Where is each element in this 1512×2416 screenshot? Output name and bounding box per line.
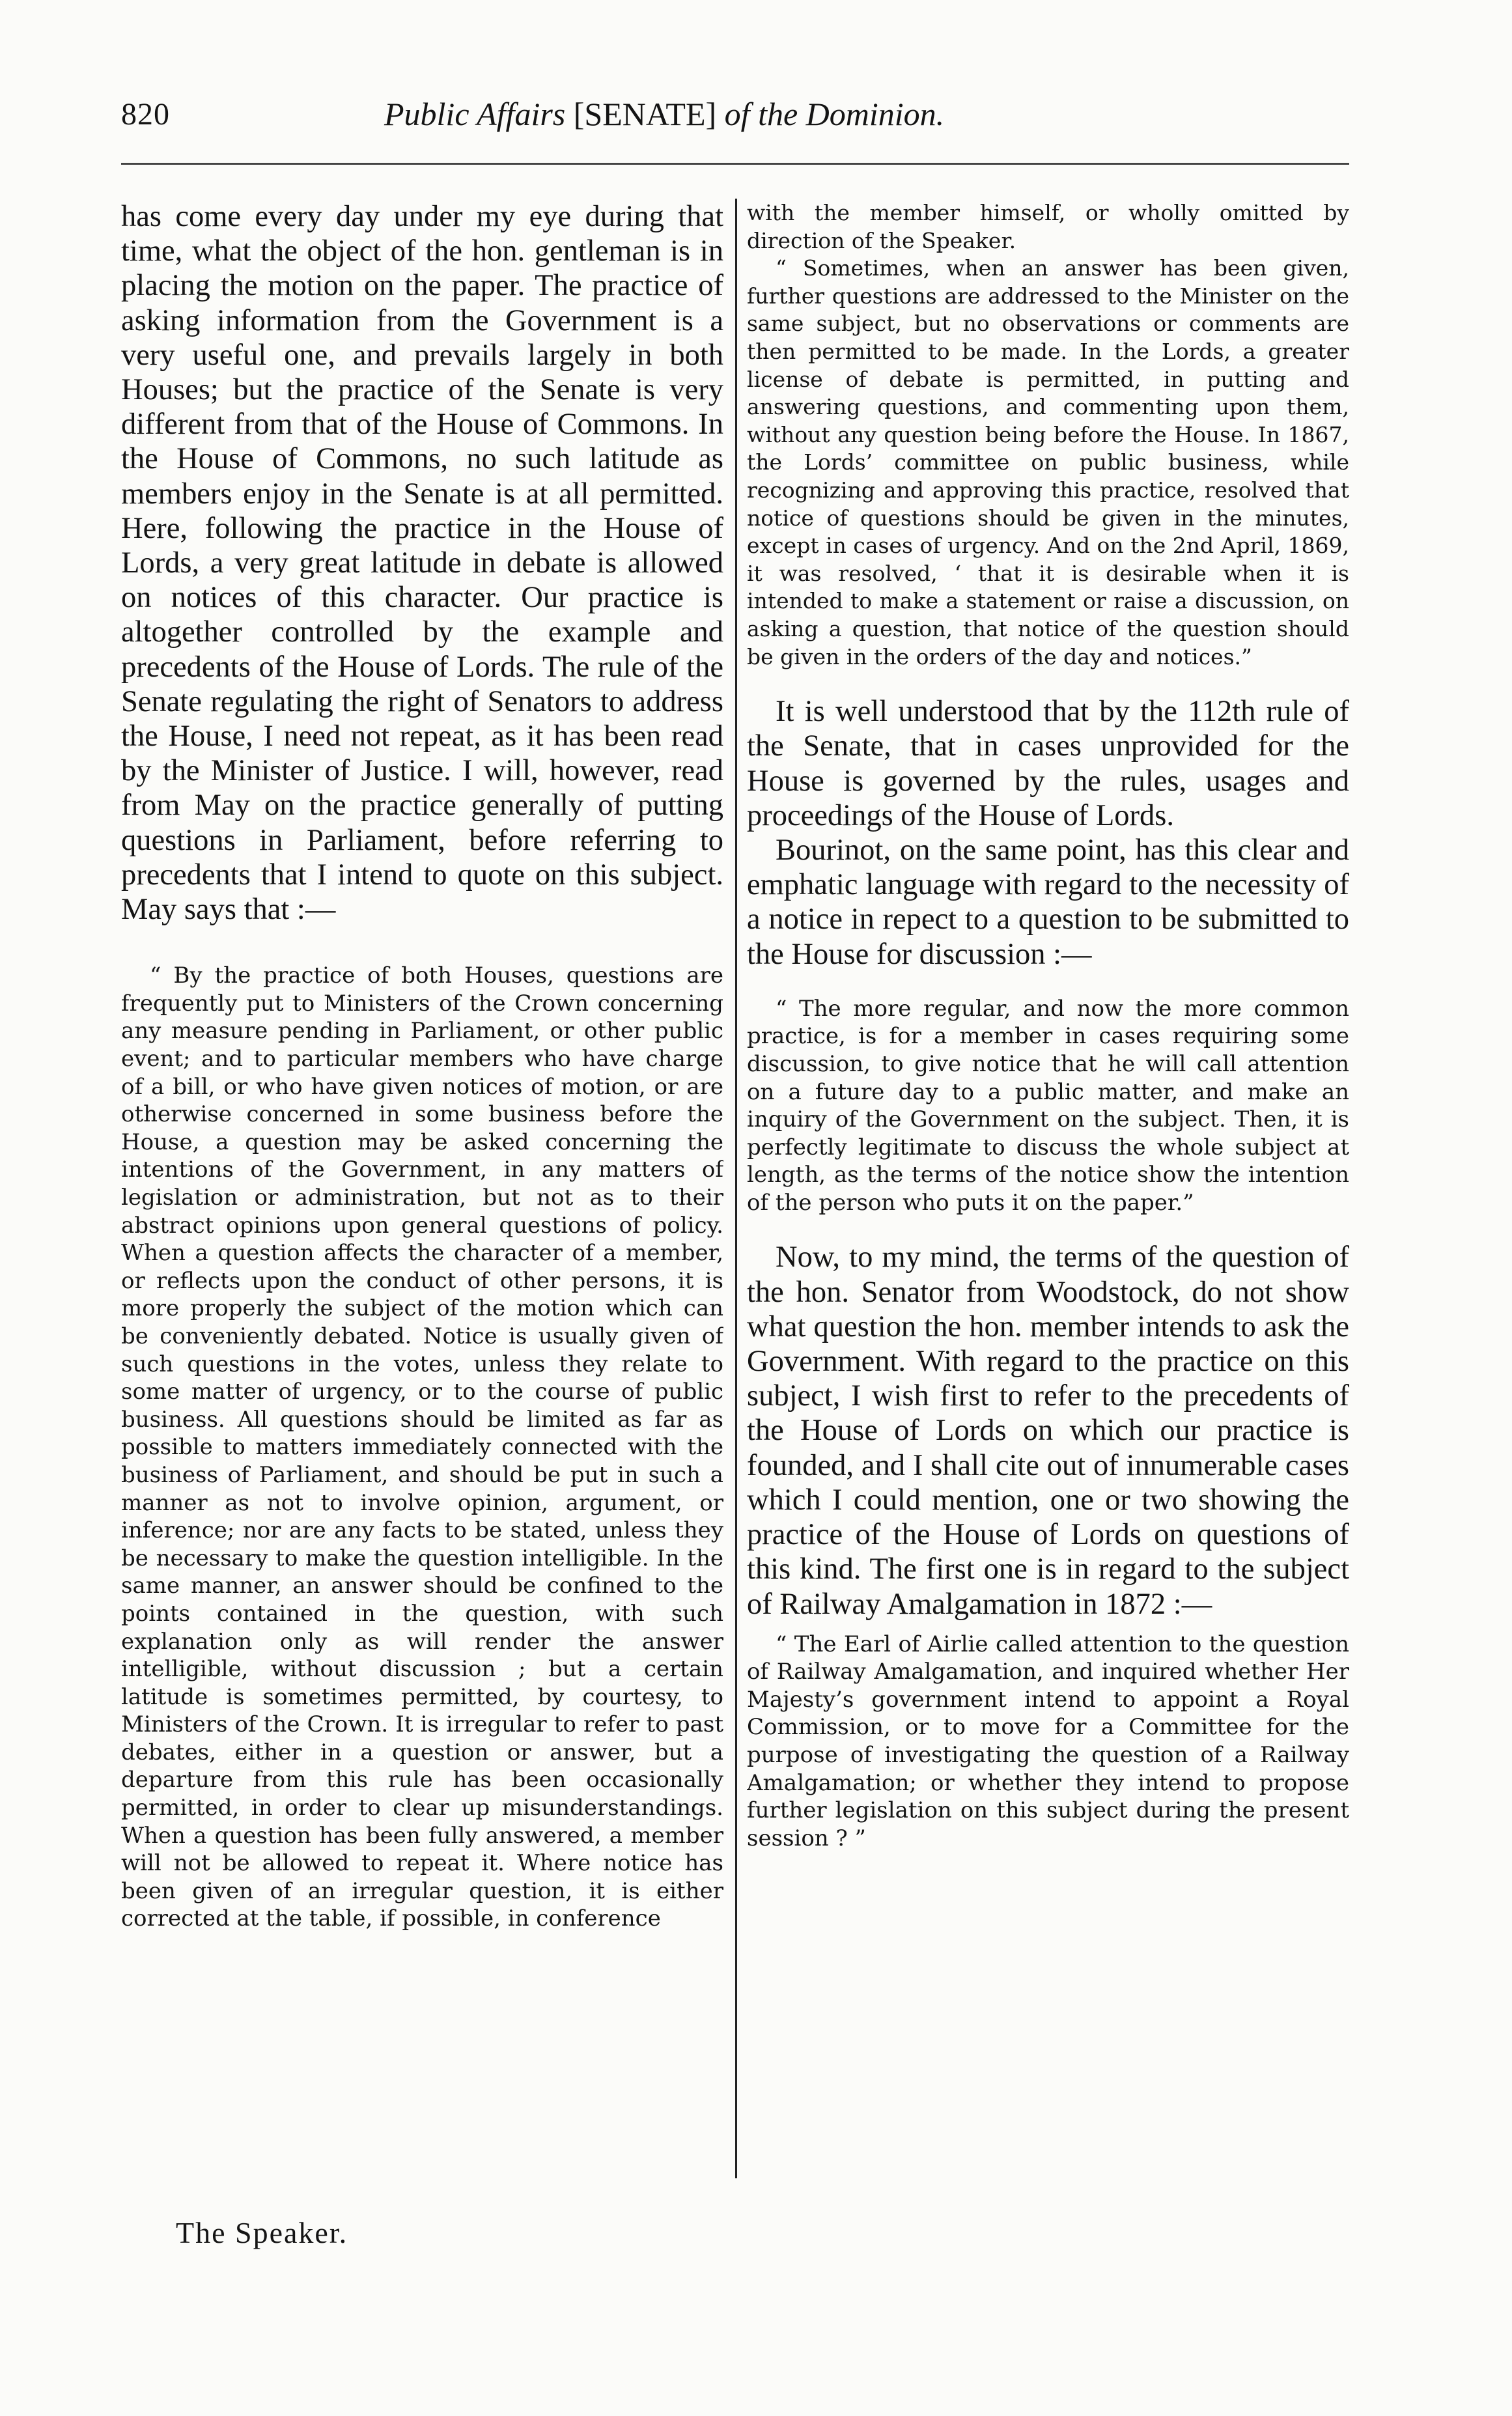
column-divider bbox=[735, 199, 737, 2178]
bourinot-quotation: “ The more regular, and now the more common practice, is for a member in cases requiring some discussion, to give notice that he will call attention on a future day to a public matter, and make an inquiry of the Government on the subject. Then, it is perfectly legitimate to discuss the whole subject at length, as the terms of the notice show the intention of the person who puts it on the paper.” bbox=[747, 995, 1349, 1216]
speech-paragraph-1: has come every day under my eye during that time, what the object of the hon. gentleman is in placing the motion on the paper. The practice of asking information from the Government is a very useful one, and prevails largely in both Houses; but the practice of the Senate is very different from that of the House of Commons. In the House of Commons, no such latitude as members enjoy in the Senate is at all permitted. Here, following the practice in the House of Lords, a very great latitude in debate is allowed on notices of this character. Our practice is altogether controlled by the example and precedents of the House of Lords. The rule of the Senate regulating the right of Senators to address the House, I need not repeat, as it has been read by the Minister of Justice. I will, however, read from May on the practice generally of putting questions in Parliament, before referring to precedents that I intend to quote on this subject. May says that :— bbox=[121, 200, 723, 927]
airlie-quotation: “ The Earl of Airlie called attention to the question of Railway Amalgamation, and inquired whether Her Majesty’s government intend to appoint a Royal Commission, or to move for a Committee for the purpose of investigating the question of a Railway Amalgamation; or whether they intend to propose further legislation on this subject during the present session ? ” bbox=[747, 1631, 1349, 1851]
running-title-right: of the Dominion. bbox=[724, 96, 945, 132]
running-title-senate: [SENATE] bbox=[573, 96, 717, 132]
right-column bbox=[747, 199, 1349, 2179]
may-quotation: “ By the practice of both Houses, questions are frequently put to Ministers of the Crown concerning any measure pending in Parliament, or other public event; and to particular members who have charge of a bill, or who have given notices of motion, or are otherwise concerned in some business before the House, a question may be asked concerning the intentions of the Government, in any matters of legislation or administration, but not as to their abstract opinions upon general questions of policy. When a question affects the character of a member, or reflects upon the conduct of other persons, it is more properly the subject of the motion which can be conveniently debated. Notice is usually given of such questions in the votes, unless they relate to some matter of urgency, or to the course of public business. All questions should be limited as far as possible to matters immediately connected with the business of Parliament, and should be put in such a manner as not to involve opinion, argument, or inference; nor are any facts to be stated, unless they be necessary to make the question intelligible. In the same manner, an answer should be confined to the points contained in the question, with such explanation only as will render the answer intelligible, without discussion ; but a certain latitude is sometimes permitted, by courtesy, to Ministers of the Crown. It is irregular to refer to past debates, either in a question or answer, but a departure from this rule has been occasionally permitted, in order to clear up misunderstandings. When a question has been fully answered, a member will not be allowed to repeat it. Where notice has been given of an irregular question, it is either corrected at the table, if possible, in conference bbox=[121, 962, 723, 1932]
running-title-left: Public Affairs bbox=[384, 96, 566, 132]
page-number: 820 bbox=[121, 97, 170, 132]
now-paragraph: Now, to my mind, the terms of the question of the hon. Senator from Woodstock, do not show what question the hon. member intends to ask the Government. With regard to the practice on this subject, I wish first to refer to the precedents of the House of Lords on which our practice is founded, and I shall cite out of innumerable cases which I could mention, one or two showing the practice of the House of Lords on questions of this kind. The first one is in regard to the subject of Railway Amalgamation in 1872 :— bbox=[747, 1241, 1349, 1621]
running-title bbox=[384, 95, 944, 133]
bourinot-paragraph: Bourinot, on the same point, has this clear and emphatic language with regard to the necessity of a notice in repect to a question to be submitted to the House for discussion :— bbox=[747, 833, 1349, 971]
header-rule bbox=[121, 163, 1349, 165]
sometimes-quotation: “ Sometimes, when an answer has been given, further questions are addressed to the Minister on the same subject, but no observations or comments are then permitted to be made. In the Lords, a greater license of debate is permitted, in putting and answering questions, and commenting upon them, without any question being before the House. In 1867, the Lords’ committee on public business, while recognizing and approving this practice, resolved that notice of questions should be given in the minutes, except in cases of urgency. And on the 2nd April, 1869, it was resolved, ‘ that it is desirable when it is intended to make a statement or raise a discussion, on asking a question, that notice of the question should be given in the orders of the day and notices.” bbox=[747, 255, 1349, 669]
speaker-label: The Speaker. bbox=[176, 2216, 348, 2249]
rule-112-paragraph: It is well understood that by the 112th rule of the Senate, that in cases unprovided for the House is governed by the rules, usages and proceedings of the House of Lords. bbox=[747, 695, 1349, 832]
may-quotation-continued: with the member himself, or wholly omitted by direction of the Speaker. bbox=[747, 200, 1349, 253]
left-column bbox=[121, 199, 723, 2179]
